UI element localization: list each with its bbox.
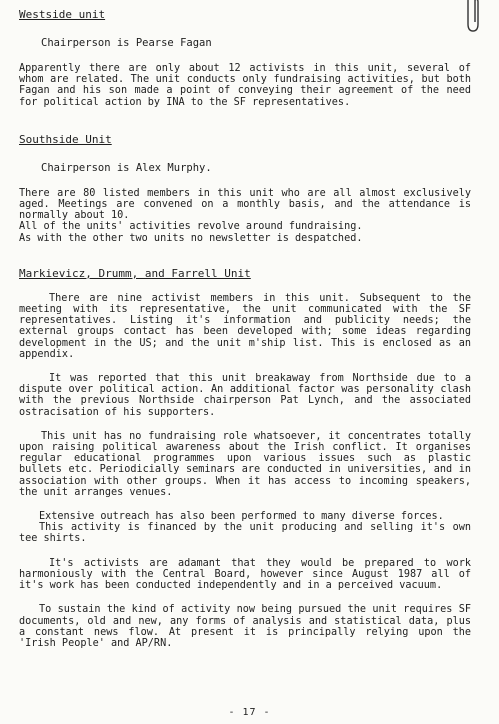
markievicz-paragraph-2: It was reported that this unit breakaway from Northside due to a dispute over political action. An additional factor was personality clash with the previous Northside chairperson Pat Lynch, and the associated ostracisation of his supporters. (19, 373, 471, 418)
southside-paragraph: There are 80 listed members in this unit who are all almost exclusively aged. Meetings are convened on a monthly basis, and the attendance is normally about 10. (19, 187, 471, 222)
southside-fundraising-line: All of the units' activities revolve around fundraising. (19, 221, 363, 233)
markievicz-paragraph-3: This unit has no fundraising role whatsoever, it concentrates totally upon raising political awareness about the Irish conflict. It organises regular educational programmes upon various issues such as plastic bullets etc. Periodicially seminars are conducted in universities, and in association with other groups. When it has access to incoming speakers, the unit arranges venues. (19, 430, 471, 498)
southside-newsletter-line: As with the other two units no newsletter is despatched. (19, 232, 363, 244)
page-number: - 17 - (228, 707, 271, 718)
southside-heading: Southside Unit (19, 132, 112, 146)
markievicz-paragraph-1: There are nine activist members in this unit. Subsequent to the meeting with its representative, the unit communicated with the SF representatives. Listing it's information and publicity needs; the external groups contact has been developed with; some ideas regarding development in the US; and the unit m'ship list. This is enclosed as an appendix. (19, 292, 471, 360)
westside-chairperson: Chairperson is Pearse Fagan (41, 37, 212, 49)
paper-clip-icon (465, 0, 481, 34)
markievicz-paragraph-5: It's activists are adamant that they would be prepared to work harmoniously with the Central Board, however since August 1987 all of it's work has been conducted independently and in a perceived vacuum. (19, 557, 471, 592)
southside-chairperson: Chairperson is Alex Murphy. (41, 161, 212, 174)
westside-paragraph: Apparently there are only about 12 activists in this unit, several of whom are related. The unit conducts only fundraising activities, but both Fagan and his son made a point of conveying their agreement of the need for political action by INA to the SF representatives. (19, 63, 471, 108)
markievicz-paragraph-6: To sustain the kind of activity now being pursued the unit requires SF documents, old and new, any forms of analysis and statistical data, plus a constant news flow. At present it is principally relying upon the 'Irish People' and AP/RN. (19, 604, 471, 649)
markievicz-heading: Markievicz, Drumm, and Farrell Unit (19, 266, 251, 280)
markievicz-paragraph-4b: This activity is financed by the unit producing and selling it's own tee shirts. (19, 522, 471, 545)
westside-heading: Westside unit (19, 8, 106, 21)
markievicz-paragraph-4a: Extensive outreach has also been performed to many diverse forces. (39, 511, 444, 523)
